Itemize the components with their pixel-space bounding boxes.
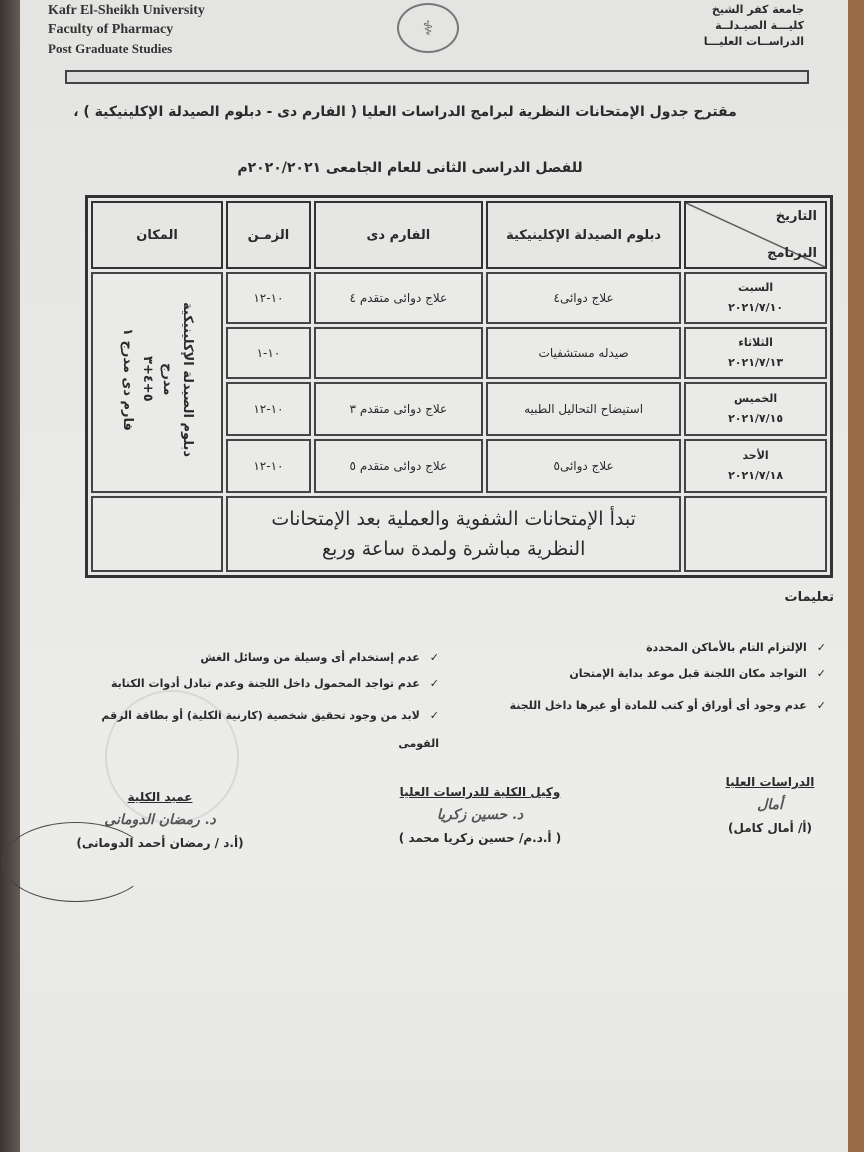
table-header-row [91,201,827,269]
signer-title: وكيل الكلية للدراسات العليا [399,785,561,799]
date: ٢٠٢١/٧/١٠ [728,300,784,314]
document-title: مقترح جدول الإمتحانات النظرية لبرامج الدراسات العليا ( الفارم دى - دبلوم الصيدلة الإكلينيكية ) ، [73,104,737,120]
handwritten-signature: د. حسين زكريا [436,807,524,823]
check-icon: ✓ [816,667,826,680]
pharmd-cell: علاج دوائى متقدم ٥ [314,439,483,493]
day: الثلاثاء [738,335,773,349]
date-cell [684,327,827,379]
diploma-cell: صيدله مستشفيات [486,327,681,379]
instruction-text: عدم إستخدام أى وسيلة من وسائل الغش [200,651,420,664]
instructions-right-column [466,640,826,720]
signer-name: ( أ.د.م/ حسين زكريا محمد ) [398,831,562,845]
exam-schedule-table [85,195,833,578]
instruction-text: التواجد مكان اللجنة قبل موعد بداية الإمتحان [569,667,807,680]
instruction-item [466,666,826,682]
date-cell [684,382,827,436]
date-label: التاريخ [775,209,817,224]
pharmd-cell: علاج دوائى متقدم ٣ [314,382,483,436]
handwritten-signature: أمال [757,797,783,813]
empty-cell [684,496,827,572]
header-arabic [704,2,804,50]
place-line: دبلوم الصيدلة الإكلينيكية [180,301,196,457]
header-divider [65,70,809,84]
instruction-item [466,692,826,720]
time-cell: ١٠-١ [226,327,311,379]
date-program-header [684,201,827,269]
faculty-name: Faculty of Pharmacy [48,22,174,37]
check-icon: ✓ [816,641,826,654]
diploma-cell: علاج دوائى٤ [486,272,681,324]
department-name-ar: الدراســات العليـــا [703,35,804,48]
pharmd-cell: علاج دوائى متقدم ٤ [314,272,483,324]
signer-name: (أ/ أمال كامل) [728,821,812,835]
time-cell: ١٠-١٢ [226,272,311,324]
diploma-header: دبلوم الصيدلة الإكلينيكية [486,201,681,269]
instruction-item [59,676,439,692]
date: ٢٠٢١/٧/١٨ [728,468,784,482]
instruction-text: الإلتزام التام بالأماكن المحددة [646,641,807,654]
oral-exam-note: تبدأ الإمتحانات الشفوية والعملية بعد الإمتحانات النظرية مباشرة ولمدة ساعة وربع [226,496,681,572]
check-icon: ✓ [429,651,439,664]
university-name-ar: جامعة كفر الشيخ [711,3,804,16]
header-english [48,1,205,58]
signer-title: عميد الكلية [127,790,193,804]
diploma-cell: استيضاح التحاليل الطبيه [486,382,681,436]
date: ٢٠٢١/٧/١٣ [728,355,784,369]
faculty-name-ar: كليـــة الصيـدلــة [715,19,804,32]
instruction-item [466,640,826,656]
time-header: الزمـن [226,201,311,269]
date-cell [684,272,827,324]
day: السبت [737,280,774,294]
place-cell [91,272,223,493]
day: الخميس [733,391,778,405]
table-row [91,272,827,324]
faculty-logo-icon: ⚕ [397,3,459,53]
document-subtitle: للفصل الدراسى الثانى للعام الجامعى ٢٠٢٠/٢٠٢١م [237,160,583,176]
program-label: البرنامج [767,246,817,261]
signer-name: (أ.د / رمضان أحمد الدومانى) [76,836,244,850]
time-cell: ١٠-١٢ [226,382,311,436]
date: ٢٠٢١/٧/١٥ [728,411,784,425]
place-line: ٥+٤+٣ [140,356,156,402]
place-header: المكان [91,201,223,269]
diploma-cell: علاج دوائى٥ [486,439,681,493]
day: الأحد [742,448,769,462]
pharmd-header: الفارم دى [314,201,483,269]
instruction-item [59,650,439,666]
instruction-text: عدم تواجد المحمول داخل اللجنة وعدم تبادل أدوات الكتابة [110,677,420,690]
empty-cell [91,496,223,572]
table-footer-row [91,496,827,572]
instruction-text: عدم وجود أى أوراق أو كتب للمادة أو غيرها داخل اللجنة [509,699,807,712]
check-icon: ✓ [429,677,439,690]
date-cell [684,439,827,493]
department-name: Post Graduate Studies [48,41,173,56]
signature-block [710,775,830,835]
handwritten-signature: د. رمضان الدومانى [104,812,216,828]
signature-block [360,785,600,845]
signer-title: الدراسات العليا [725,775,815,789]
university-name: Kafr El-Sheikh University [48,3,205,18]
place-line: مدرج [160,362,176,396]
instructions-heading: تعليمات [784,590,834,605]
check-icon: ✓ [816,699,826,712]
time-cell: ١٠-١٢ [226,439,311,493]
pharmd-cell [314,327,483,379]
check-icon: ✓ [429,709,439,722]
signature-block [35,790,285,850]
place-line: فارم دى مدرج ١ [120,327,136,431]
instruction-text: لابد من وجود تحقيق شخصية (كارنية الكلية) أو بطاقة الرقم القومى [101,709,439,750]
